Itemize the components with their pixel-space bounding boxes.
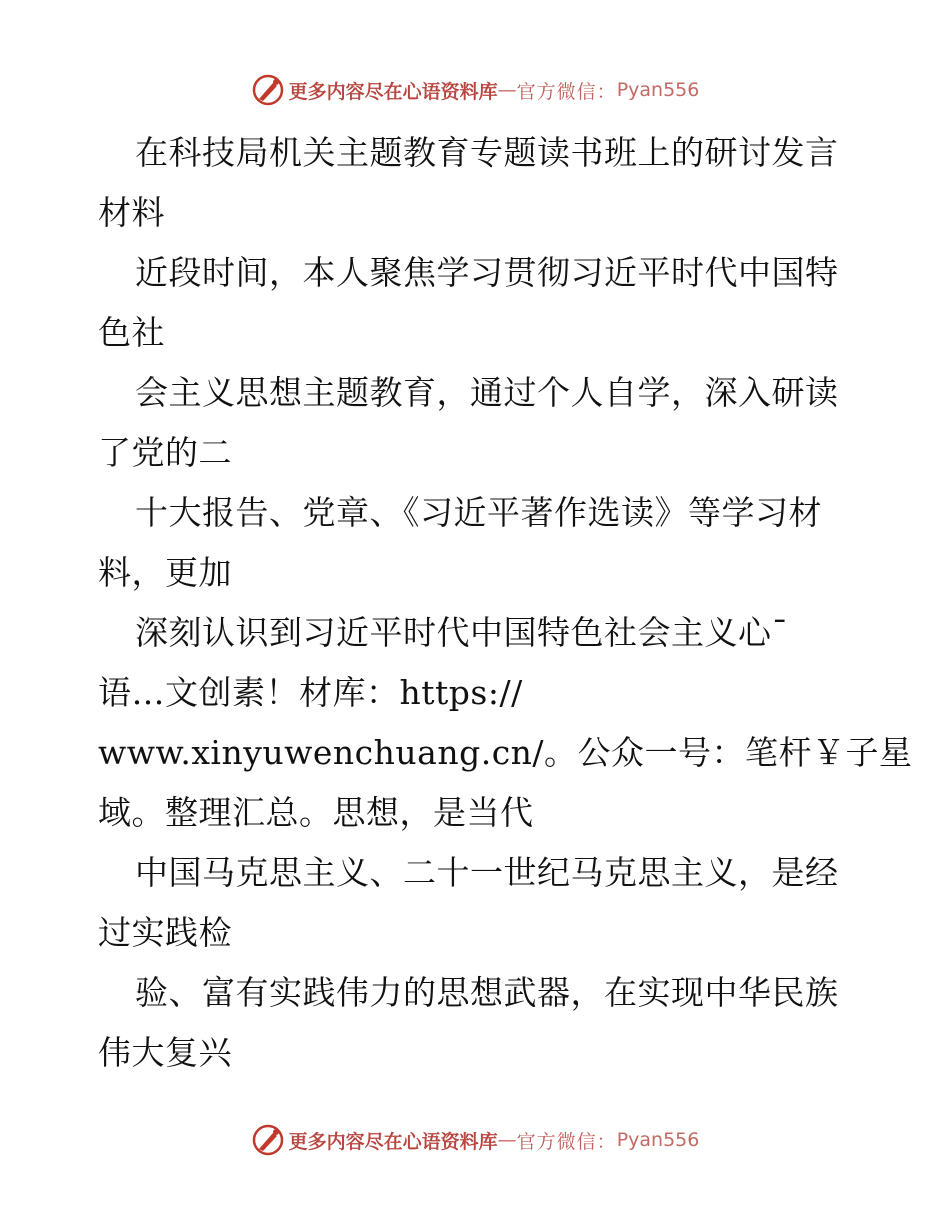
body-line: 在科技局机关主题教育专题读书班上的研讨发言 [135, 133, 839, 172]
body-line: 中国马克思主义、二十一世纪马克思主义，是经 [135, 853, 839, 892]
body-line: 近段时间，本人聚焦学习贯彻习近平时代中国特 [135, 253, 839, 292]
body-line: 过实践检 [98, 913, 232, 952]
body-line: 料，更加 [98, 553, 232, 592]
footer-banner [0, 1120, 950, 1160]
document-body [98, 123, 913, 1083]
header-separator: — [497, 79, 517, 101]
body-line: 了党的二 [98, 433, 232, 472]
footer-separator: — [497, 1129, 517, 1151]
body-line: 域。整理汇总。思想，是当代 [98, 793, 534, 832]
header-banner [0, 70, 950, 110]
body-line: 验、富有实践伟力的思想武器，在实现中华民族 [135, 973, 839, 1012]
footer-wechat-id: Pyan556 [616, 1129, 700, 1151]
body-line: 会主义思想主题教育，通过个人自学，深入研读 [135, 373, 839, 412]
body-line: 深刻认识到习近平时代中国特色社会主义心¯ [135, 613, 789, 652]
body-line: 语…文创素！材库：https:// [98, 673, 523, 712]
header-wechat-id: Pyan556 [616, 79, 700, 101]
footer-official-label: 官方微信： [516, 1130, 617, 1153]
header-official-label: 官方微信： [516, 80, 617, 103]
header-brand-text: 更多内容尽在心语资料库 [288, 80, 498, 103]
body-line: 材料 [98, 193, 165, 232]
pen-logo-icon [251, 1123, 285, 1157]
body-line: 十大报告、党章、《习近平著作选读》等学习材 [135, 493, 822, 532]
body-line: www.xinyuwenchuang.cn/。公众一号：笔杆￥子星 [98, 733, 913, 772]
footer-brand-text: 更多内容尽在心语资料库 [288, 1130, 498, 1153]
body-line: 色社 [98, 313, 165, 352]
body-line: 伟大复兴 [98, 1033, 232, 1072]
pen-logo-icon [251, 73, 285, 107]
